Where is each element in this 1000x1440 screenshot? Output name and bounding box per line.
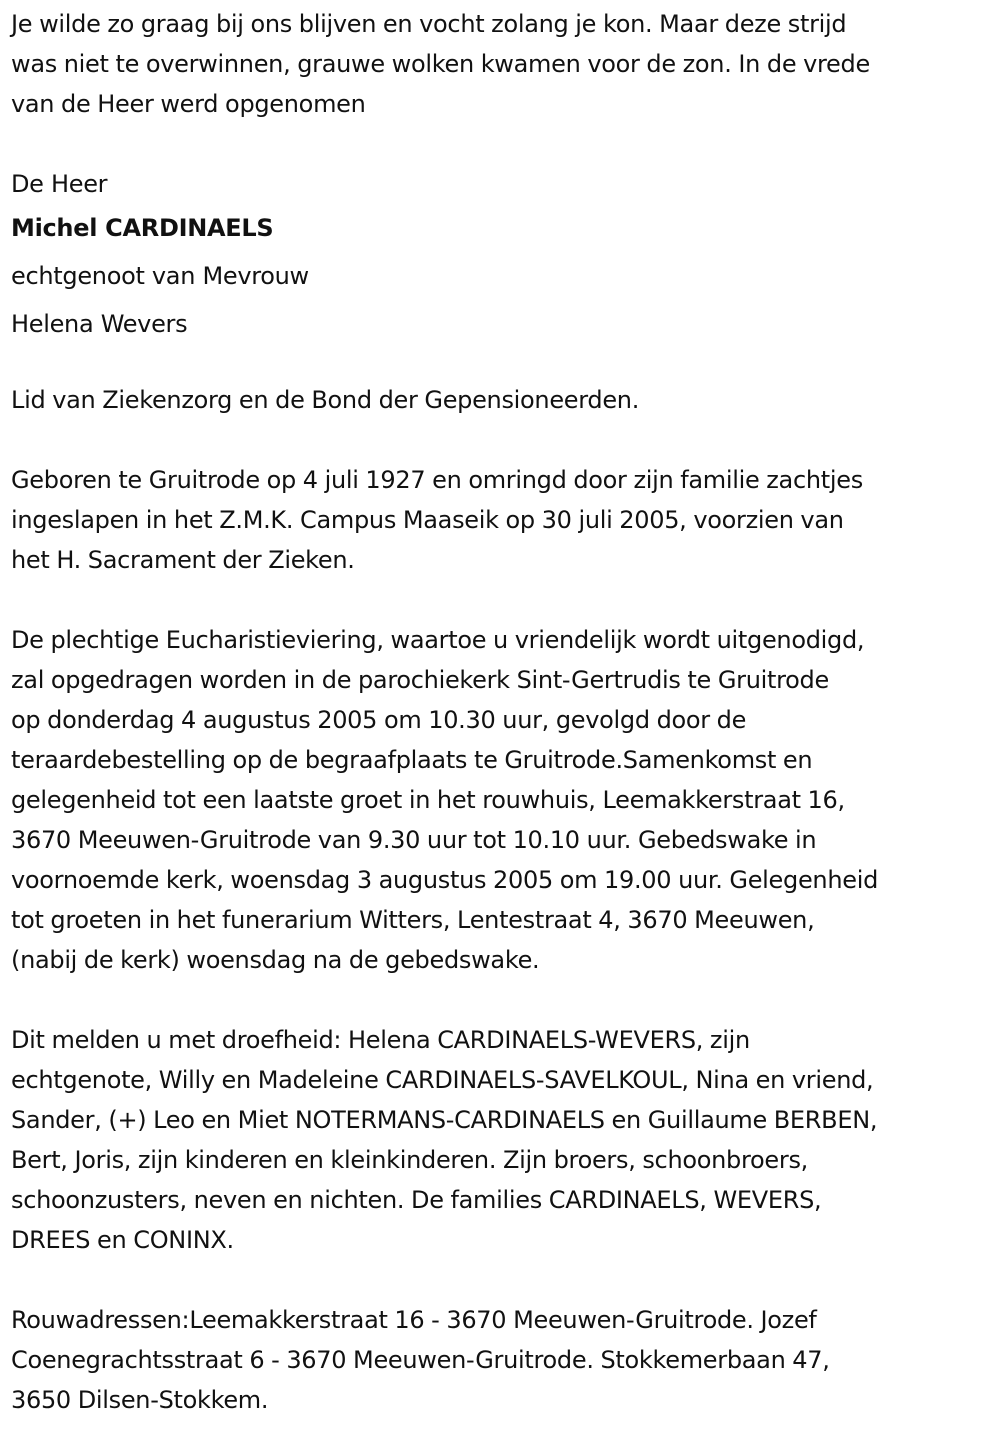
spacer (11, 420, 996, 460)
membership-paragraph (11, 380, 996, 420)
address-line: Rouwadressen:Leemakkerstraat 16 - 3670 Meeuwen-Gruitrode. Jozef (11, 1306, 817, 1334)
ceremony-line: voornoemde kerk, woensdag 3 augustus 2005 om 19.00 uur. Gelegenheid (11, 866, 878, 894)
birth-death-line: ingeslapen in het Z.M.K. Campus Maaseik op 30 juli 2005, voorzien van (11, 506, 844, 534)
ceremony-line: De plechtige Eucharistieviering, waartoe u vriendelijk wordt uitgenodigd, (11, 626, 865, 654)
intro-line: Je wilde zo graag bij ons blijven en vocht zolang je kon. Maar deze strijd (11, 10, 847, 38)
spacer (11, 1260, 996, 1300)
addresses-paragraph (11, 1300, 996, 1420)
spacer (11, 580, 996, 620)
salutation: De Heer (11, 170, 108, 198)
spouse-label: echtgenoot van Mevrouw (11, 262, 309, 290)
ceremony-line: tot groeten in het funerarium Witters, Lentestraat 4, 3670 Meeuwen, (11, 906, 815, 934)
family-line: DREES en CONINX. (11, 1226, 234, 1254)
ceremony-line: zal opgedragen worden in de parochiekerk Sint-Gertrudis te Gruitrode (11, 666, 829, 694)
address-line: Coenegrachtsstraat 6 - 3670 Meeuwen-Gruitrode. Stokkemerbaan 47, (11, 1346, 830, 1374)
ceremony-line: (nabij de kerk) woensdag na de gebedswake. (11, 946, 540, 974)
membership-line: Lid van Ziekenzorg en de Bond der Gepensioneerden. (11, 386, 640, 414)
spacer (11, 980, 996, 1020)
family-line: Sander, (+) Leo en Miet NOTERMANS-CARDINAELS en Guillaume BERBEN, (11, 1106, 878, 1134)
ceremony-paragraph (11, 620, 996, 980)
family-line: Dit melden u met droefheid: Helena CARDINAELS-WEVERS, zijn (11, 1026, 750, 1054)
deceased-name: Michel CARDINAELS (11, 214, 274, 242)
ceremony-line: op donderdag 4 augustus 2005 om 10.30 uur, gevolgd door de (11, 706, 747, 734)
address-line: 3650 Dilsen-Stokkem. (11, 1386, 269, 1414)
family-line: echtgenote, Willy en Madeleine CARDINAELS-SAVELKOUL, Nina en vriend, (11, 1066, 874, 1094)
family-line: Bert, Joris, zijn kinderen en kleinkinderen. Zijn broers, schoonbroers, (11, 1146, 808, 1174)
obituary-document (11, 4, 996, 1420)
family-paragraph (11, 1020, 996, 1260)
birth-death-paragraph (11, 460, 996, 580)
intro-line: van de Heer werd opgenomen (11, 90, 366, 118)
ceremony-line: 3670 Meeuwen-Gruitrode van 9.30 uur tot 10.10 uur. Gebedswake in (11, 826, 817, 854)
birth-death-line: Geboren te Gruitrode op 4 juli 1927 en omringd door zijn familie zachtjes (11, 466, 863, 494)
intro-line: was niet te overwinnen, grauwe wolken kwamen voor de zon. In de vrede (11, 50, 870, 78)
intro-paragraph (11, 4, 996, 124)
deceased-block (11, 164, 996, 348)
ceremony-line: teraardebestelling op de begraafplaats te Gruitrode.Samenkomst en (11, 746, 813, 774)
ceremony-line: gelegenheid tot een laatste groet in het rouwhuis, Leemakkerstraat 16, (11, 786, 845, 814)
spacer (11, 124, 996, 164)
spouse-name: Helena Wevers (11, 310, 188, 338)
spacer (11, 348, 996, 380)
family-line: schoonzusters, neven en nichten. De families CARDINAELS, WEVERS, (11, 1186, 822, 1214)
birth-death-line: het H. Sacrament der Zieken. (11, 546, 355, 574)
